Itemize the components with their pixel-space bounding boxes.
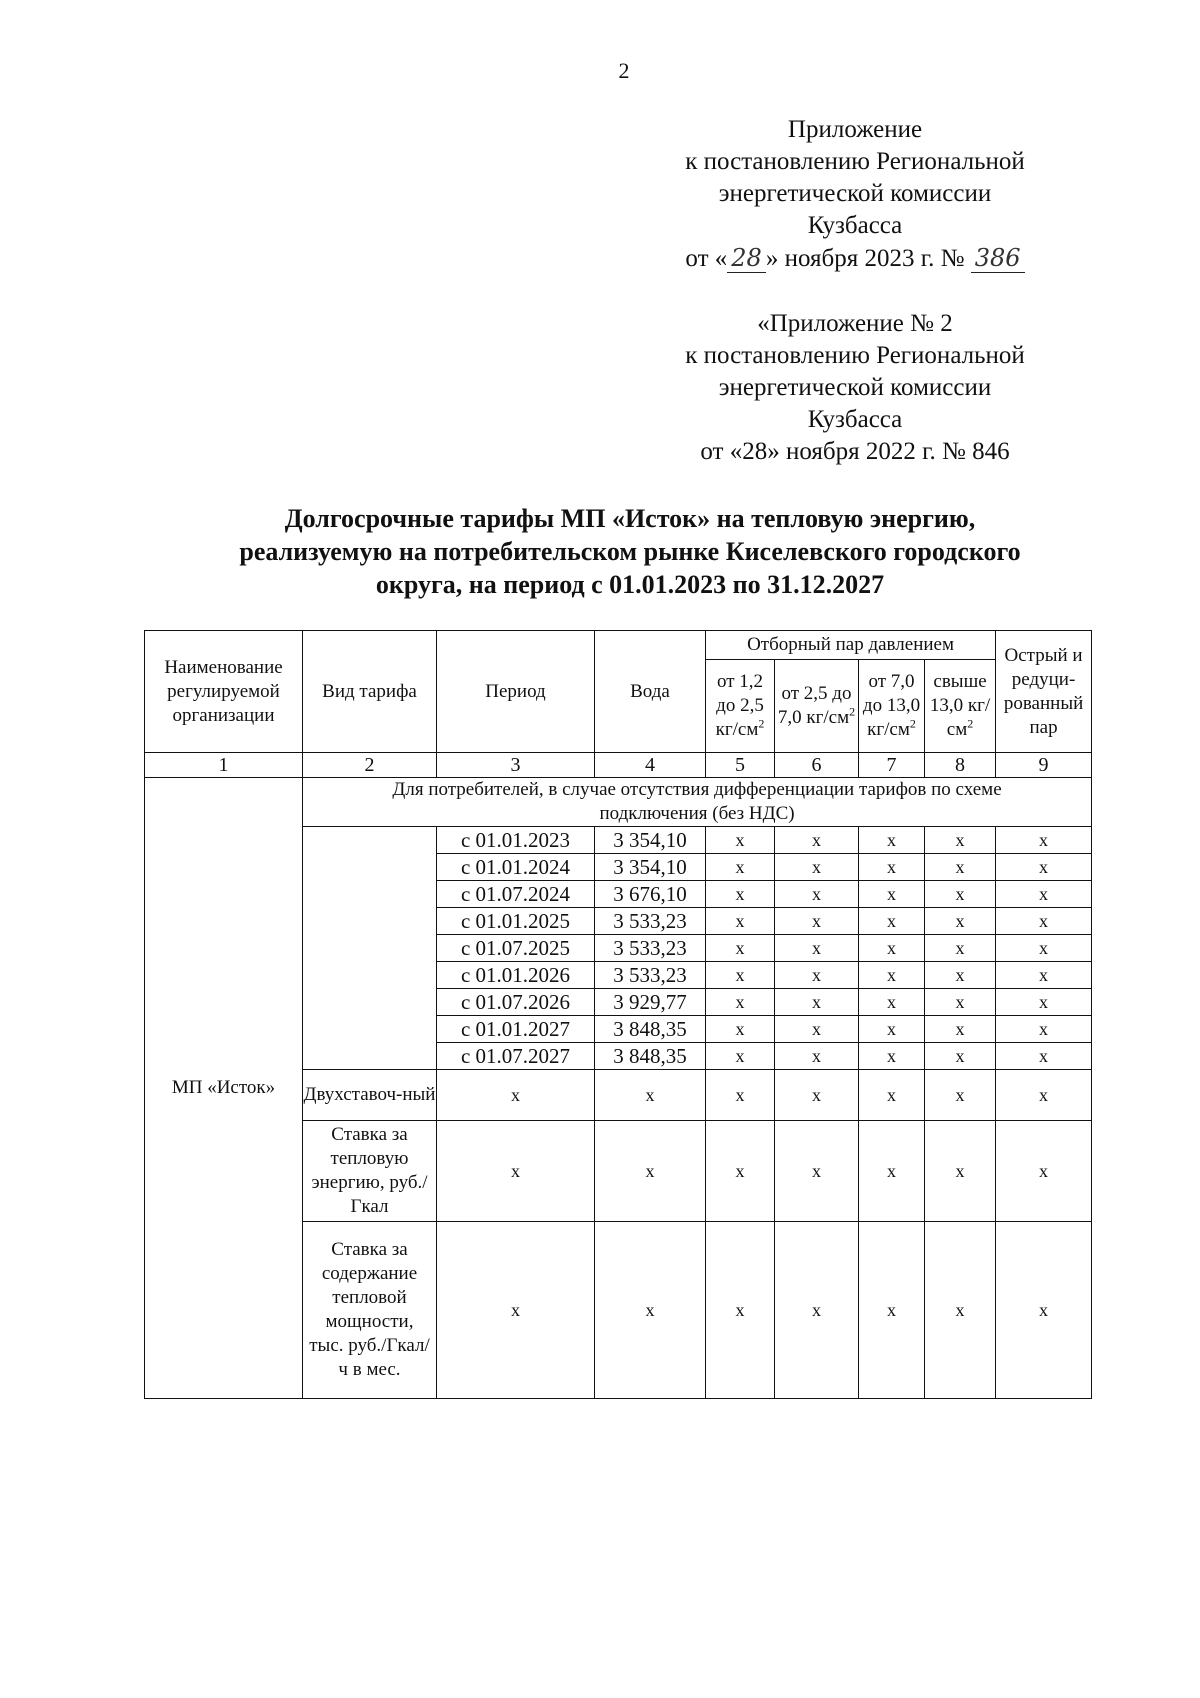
header-steam-7-0 (859, 660, 925, 753)
water-cell: 3 533,23 (595, 962, 706, 989)
value-cell: x (925, 935, 996, 962)
value-cell: x (706, 827, 775, 854)
value-cell: x (595, 1121, 706, 1222)
value-cell: x (706, 1016, 775, 1043)
value-cell: x (706, 1070, 775, 1121)
value-cell: x (925, 881, 996, 908)
value-cell: x (706, 1222, 775, 1399)
water-cell: 3 929,77 (595, 989, 706, 1016)
header-org: Наименование регулируемой организации (145, 631, 303, 753)
handwritten-number: 386 (971, 244, 1025, 273)
value-cell: x (775, 881, 859, 908)
header-period: Период (437, 631, 595, 753)
value-cell: x (925, 1121, 996, 1222)
period-cell: с 01.07.2026 (437, 989, 595, 1016)
value-cell: x (706, 962, 775, 989)
value-cell: x (859, 1043, 925, 1070)
capacity-rate-label: Ставка за содержание тепловой мощности, тыс. руб./Гкал/ч в мес. (303, 1222, 437, 1399)
two-rate-label: Двухставоч-ный (303, 1070, 437, 1121)
appendix-current-header (640, 114, 1070, 275)
appendix-line: Кузбасса (807, 406, 903, 433)
header-steam-2-5-text: от 2,5 до 7,0 кг/см (777, 683, 852, 728)
superscript: 2 (967, 716, 974, 731)
value-cell: x (706, 908, 775, 935)
organization-cell: МП «Исток» (145, 778, 303, 1399)
value-cell: x (996, 989, 1092, 1016)
value-cell: x (775, 1121, 859, 1222)
value-cell: x (925, 1043, 996, 1070)
value-cell: x (437, 1121, 595, 1222)
header-steam-2-5 (775, 660, 859, 753)
header-steam-13-text: свыше 13,0 кг/см (929, 671, 991, 740)
value-cell: x (775, 1070, 859, 1121)
value-cell: x (925, 1070, 996, 1121)
water-cell: 3 533,23 (595, 935, 706, 962)
header-water: Вода (595, 631, 706, 753)
appendix-line: от «28» ноября 2022 г. № 846 (700, 438, 1010, 465)
value-cell: x (996, 908, 1092, 935)
value-cell: x (996, 1121, 1092, 1222)
empty-tariff-type-cell (303, 827, 437, 1070)
column-number: 1 (145, 753, 303, 778)
column-number: 3 (437, 753, 595, 778)
appendix-line: к постановлению Региональной (685, 148, 1025, 175)
header-steam-1-2-text: от 1,2 до 2,5 кг/см (715, 671, 764, 740)
value-cell: x (859, 1121, 925, 1222)
value-cell: x (775, 989, 859, 1016)
header-sharp-steam: Острый и редуци-рованный пар (996, 631, 1092, 753)
period-cell: с 01.01.2027 (437, 1016, 595, 1043)
value-cell: x (996, 1016, 1092, 1043)
tariff-table (144, 630, 1092, 1399)
value-cell: x (859, 1222, 925, 1399)
value-cell: x (859, 854, 925, 881)
appendix-date-line (640, 242, 1070, 275)
value-cell: x (996, 827, 1092, 854)
water-cell: 3 848,35 (595, 1016, 706, 1043)
page-number: 2 (618, 58, 630, 83)
appendix-line: к постановлению Региональной (685, 342, 1025, 369)
value-cell: x (775, 827, 859, 854)
value-cell: x (996, 962, 1092, 989)
header-steam-13 (925, 660, 996, 753)
value-cell: x (706, 1121, 775, 1222)
period-cell: с 01.01.2026 (437, 962, 595, 989)
appendix-line: энергетической комиссии (718, 374, 992, 401)
value-cell: x (925, 827, 996, 854)
value-cell: x (859, 989, 925, 1016)
water-cell: 3 848,35 (595, 1043, 706, 1070)
appendix-line: Приложение (787, 116, 923, 143)
value-cell: x (859, 1016, 925, 1043)
value-cell: x (706, 881, 775, 908)
column-number-row (145, 753, 1092, 778)
value-cell: x (775, 854, 859, 881)
value-cell: x (859, 935, 925, 962)
appendix-line: «Приложение № 2 (757, 310, 953, 337)
header-steam-7-0-text: от 7,0 до 13,0 кг/см (862, 671, 921, 740)
column-number: 7 (859, 753, 925, 778)
value-cell: x (706, 1043, 775, 1070)
column-number: 6 (775, 753, 859, 778)
value-cell: x (437, 1070, 595, 1121)
title-line: Долгосрочные тарифы МП «Исток» на тепловую энергию, (284, 504, 976, 533)
value-cell: x (925, 1222, 996, 1399)
value-cell: x (996, 935, 1092, 962)
value-cell: x (925, 854, 996, 881)
superscript: 2 (909, 716, 916, 731)
date-prefix: от « (685, 245, 728, 272)
period-cell: с 01.01.2024 (437, 854, 595, 881)
appendix-line: Кузбасса (807, 212, 903, 239)
water-cell: 3 676,10 (595, 881, 706, 908)
column-number: 8 (925, 753, 996, 778)
value-cell: x (775, 1016, 859, 1043)
title-line: округа, на период с 01.01.2023 по 31.12.2027 (375, 570, 885, 599)
value-cell: x (859, 1070, 925, 1121)
value-cell: x (925, 989, 996, 1016)
value-cell: x (775, 935, 859, 962)
appendix-previous-header (640, 308, 1070, 468)
value-cell: x (996, 881, 1092, 908)
value-cell: x (996, 854, 1092, 881)
period-cell: с 01.07.2027 (437, 1043, 595, 1070)
value-cell: x (996, 1222, 1092, 1399)
header-steam-1-2 (706, 660, 775, 753)
value-cell: x (996, 1043, 1092, 1070)
superscript: 2 (758, 716, 765, 731)
handwritten-day: 28 (727, 244, 766, 273)
value-cell: x (925, 1016, 996, 1043)
header-steam-group: Отборный пар давлением (706, 631, 996, 660)
appendix-line: энергетической комиссии (718, 180, 992, 207)
superscript: 2 (849, 704, 856, 719)
value-cell: x (706, 935, 775, 962)
value-cell: x (775, 908, 859, 935)
value-cell: x (859, 962, 925, 989)
value-cell: x (775, 962, 859, 989)
value-cell: x (859, 908, 925, 935)
value-cell: x (437, 1222, 595, 1399)
value-cell: x (859, 827, 925, 854)
column-number: 4 (595, 753, 706, 778)
column-number: 2 (303, 753, 437, 778)
value-cell: x (925, 962, 996, 989)
section-label: Для потребителей, в случае отсутствия дифференциации тарифов по схеме подключения (без НДС) (303, 778, 1092, 827)
energy-rate-label: Ставка за тепловую энергию, руб./Гкал (303, 1121, 437, 1222)
date-middle: » ноября 2023 г. № (765, 245, 965, 272)
value-cell: x (706, 989, 775, 1016)
value-cell: x (706, 854, 775, 881)
document-title (200, 502, 1060, 601)
value-cell: x (925, 908, 996, 935)
water-cell: 3 533,23 (595, 908, 706, 935)
water-cell: 3 354,10 (595, 827, 706, 854)
title-line: реализуемую на потребительском рынке Киселевского городского (239, 537, 1021, 566)
period-cell: с 01.07.2024 (437, 881, 595, 908)
value-cell: x (996, 1070, 1092, 1121)
column-number: 9 (996, 753, 1092, 778)
value-cell: x (775, 1222, 859, 1399)
value-cell: x (859, 881, 925, 908)
period-cell: с 01.01.2025 (437, 908, 595, 935)
water-cell: 3 354,10 (595, 854, 706, 881)
value-cell: x (595, 1222, 706, 1399)
period-cell: с 01.07.2025 (437, 935, 595, 962)
value-cell: x (775, 1043, 859, 1070)
period-cell: с 01.01.2023 (437, 827, 595, 854)
column-number: 5 (706, 753, 775, 778)
header-tariff-type: Вид тарифа (303, 631, 437, 753)
value-cell: x (595, 1070, 706, 1121)
